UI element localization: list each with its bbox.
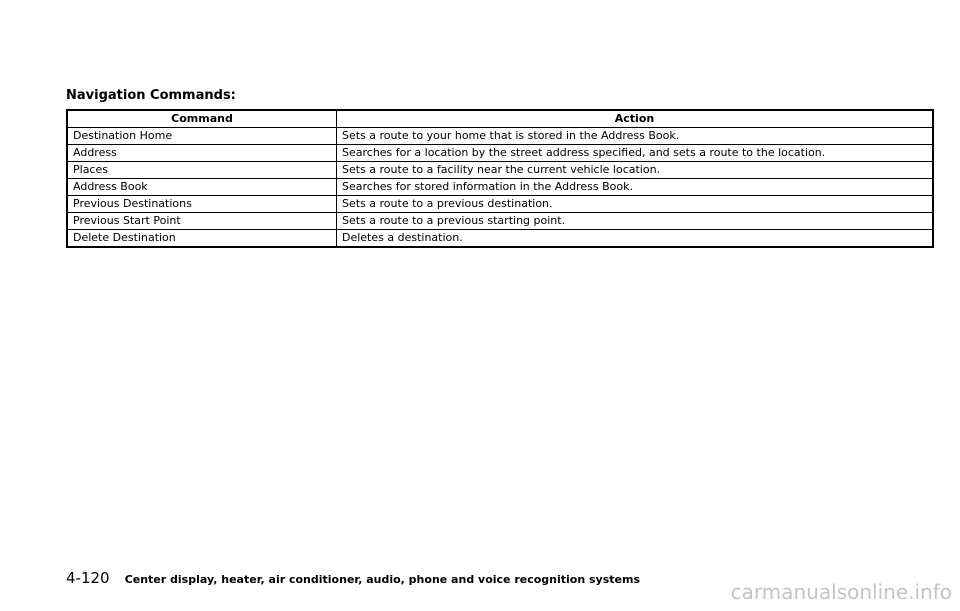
action-cell: Searches for a location by the street address specified, and sets a route to the location.: [337, 145, 934, 162]
command-cell: Address: [67, 145, 337, 162]
table-row: [67, 196, 933, 213]
table-row: [67, 213, 933, 230]
table-row: [67, 128, 933, 145]
command-cell: Previous Start Point: [67, 213, 337, 230]
navigation-commands-table: [66, 109, 934, 248]
section-title: Navigation Commands:: [66, 88, 236, 103]
action-cell: Sets a route to a previous starting point.: [337, 213, 934, 230]
action-cell: Searches for stored information in the Address Book.: [337, 179, 934, 196]
command-cell: Address Book: [67, 179, 337, 196]
table-row: [67, 230, 933, 248]
table-row: [67, 179, 933, 196]
command-cell: Delete Destination: [67, 230, 337, 248]
table-row: [67, 162, 933, 179]
action-cell: Deletes a destination.: [337, 230, 934, 248]
table-header-row: [67, 110, 933, 128]
column-header-command: Command: [67, 110, 337, 128]
page-number: 4-120: [66, 569, 110, 587]
action-cell: Sets a route to a previous destination.: [337, 196, 934, 213]
watermark[interactable]: carmanualsonline.info: [730, 580, 952, 604]
action-cell: Sets a route to your home that is stored in the Address Book.: [337, 128, 934, 145]
chapter-title: Center display, heater, air conditioner, audio, phone and voice recognition systems: [124, 573, 641, 586]
action-cell: Sets a route to a facility near the current vehicle location.: [337, 162, 934, 179]
command-cell: Previous Destinations: [67, 196, 337, 213]
command-cell: Destination Home: [67, 128, 337, 145]
page-footer: [66, 568, 640, 587]
table-row: [67, 145, 933, 162]
command-cell: Places: [67, 162, 337, 179]
column-header-action: Action: [337, 110, 934, 128]
